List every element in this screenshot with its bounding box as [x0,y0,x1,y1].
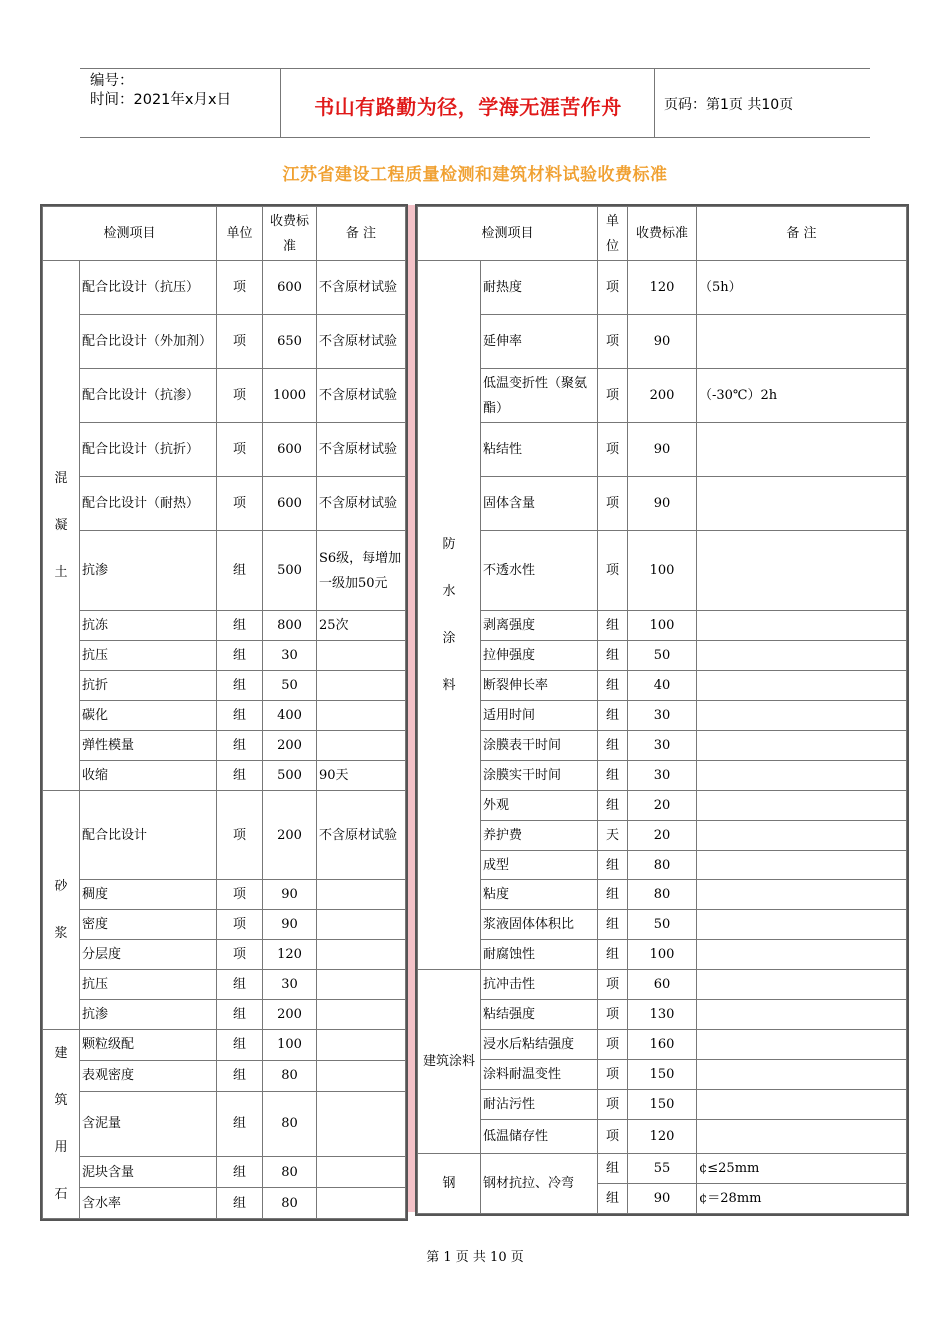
cell-item: 固体含量 [481,477,598,531]
header-item: 检测项目 [43,207,217,261]
table-row [418,1030,907,1060]
cell-fee: 130 [628,1000,697,1030]
cell-unit: 组 [217,1060,263,1091]
cell-fee: 100 [263,1030,317,1061]
header-item: 检测项目 [418,207,598,261]
cell-note [697,821,907,851]
cell-unit: 组 [598,791,628,821]
table-row [418,1120,907,1154]
cell-note [697,1090,907,1120]
cell-item: 分层度 [80,940,217,970]
table-row [43,940,406,970]
table-header-row [43,207,406,261]
cell-item: 抗冻 [80,611,217,641]
cell-fee: 30 [628,761,697,791]
cell-item: 含泥量 [80,1091,217,1157]
table-row [43,1030,406,1061]
cell-item: 养护费 [481,821,598,851]
cell-note [317,1091,406,1157]
cell-note [697,701,907,731]
cell-note [697,611,907,641]
table-row [43,880,406,910]
cell-item: 外观 [481,791,598,821]
cell-unit: 组 [217,611,263,641]
cell-unit: 项 [217,940,263,970]
cell-fee: 200 [628,369,697,423]
cell-unit: 组 [598,880,628,910]
cell-fee: 500 [263,761,317,791]
cell-item: 抗冲击性 [481,970,598,1000]
cell-fee: 100 [628,531,697,611]
cell-note: 不含原材试验 [317,791,406,880]
header-meta [90,72,231,110]
table-row [43,1060,406,1091]
cell-fee: 400 [263,701,317,731]
cell-fee: 30 [628,731,697,761]
cell-unit: 组 [217,671,263,701]
cell-unit: 天 [598,821,628,851]
table-row [43,641,406,671]
cell-fee: 20 [628,791,697,821]
table-row [43,531,406,611]
cell-unit: 组 [598,940,628,970]
page-footer: 第 1 页 共 10 页 [426,1250,524,1265]
cell-fee: 40 [628,671,697,701]
cell-unit: 项 [217,880,263,910]
cell-unit: 项 [598,531,628,611]
cell-fee: 80 [263,1091,317,1157]
cell-note [697,910,907,940]
cell-note: （5h） [697,261,907,315]
cell-note [317,1157,406,1188]
table-row [418,671,907,701]
cell-unit: 项 [598,1030,628,1060]
cell-unit: 项 [217,791,263,880]
table-header-row [418,207,907,261]
cell-note [317,1060,406,1091]
cell-fee: 50 [628,910,697,940]
cell-fee: 60 [628,970,697,1000]
cell-item: 耐沾污性 [481,1090,598,1120]
cell-item: 剥离强度 [481,611,598,641]
table-row [43,1000,406,1030]
table-row [418,1154,907,1184]
cell-note [697,1000,907,1030]
header-note: 备 注 [697,207,907,261]
cell-fee: 100 [628,940,697,970]
cell-fee: 150 [628,1090,697,1120]
cell-fee: 30 [628,701,697,731]
cell-fee: 90 [628,423,697,477]
cell-note [697,761,907,791]
cell-item: 表观密度 [80,1060,217,1091]
cell-item: 成型 [481,851,598,880]
cell-unit: 组 [598,1154,628,1184]
cell-unit: 项 [598,369,628,423]
cell-item: 配合比设计 [80,791,217,880]
cell-fee: 30 [263,970,317,1000]
cell-note [697,970,907,1000]
cell-item: 延伸率 [481,315,598,369]
table-row [43,731,406,761]
cell-fee: 80 [263,1157,317,1188]
cell-item: 配合比设计（抗压） [80,261,217,315]
cell-fee: 90 [263,910,317,940]
cell-item: 抗渗 [80,1000,217,1030]
cell-fee: 650 [263,315,317,369]
cell-fee: 90 [263,880,317,910]
table-row [43,261,406,315]
cell-note [697,423,907,477]
cell-item: 钢材抗拉、冷弯 [481,1154,598,1214]
cell-fee: 600 [263,477,317,531]
cell-unit: 项 [217,423,263,477]
table-row [43,1157,406,1188]
cell-note [317,1000,406,1030]
cell-note [697,477,907,531]
cell-note: 不含原材试验 [317,369,406,423]
group-steel: 钢 [418,1154,481,1214]
group-stone: 建筑用石 [43,1030,80,1219]
table-row [43,701,406,731]
cell-item: 粘度 [481,880,598,910]
cell-unit: 项 [217,910,263,940]
cell-fee: 120 [628,1120,697,1154]
fee-table-right [415,204,909,1216]
group-waterproof-coating: 防水涂料 [418,261,481,970]
table-row [43,1091,406,1157]
number-label: 编号： [90,73,134,89]
table-row [418,315,907,369]
cell-fee: 120 [628,261,697,315]
cell-unit: 组 [598,671,628,701]
table-row [43,369,406,423]
cell-unit: 项 [598,1060,628,1090]
header-fee: 收费标准 [263,207,317,261]
table-row [43,477,406,531]
cell-note [697,315,907,369]
cell-note [317,671,406,701]
table-row [43,970,406,1000]
cell-fee: 80 [628,880,697,910]
cell-unit: 组 [217,970,263,1000]
table-row [418,1060,907,1090]
cell-item: 含水率 [80,1188,217,1219]
cell-unit: 组 [598,761,628,791]
cell-note: ¢≤25mm [697,1154,907,1184]
cell-item: 配合比设计（外加剂） [80,315,217,369]
table-row [418,611,907,641]
table-row [418,641,907,671]
table-row [418,701,907,731]
cell-unit: 组 [217,1157,263,1188]
table-row [43,1188,406,1219]
cell-unit: 组 [598,611,628,641]
cell-note [317,970,406,1000]
table-row [43,791,406,880]
cell-item: 配合比设计（抗渗） [80,369,217,423]
cell-note [317,641,406,671]
document-header [80,68,870,138]
table-row [418,1090,907,1120]
cell-unit: 组 [217,1030,263,1061]
cell-item: 断裂伸长率 [481,671,598,701]
cell-item: 粘结强度 [481,1000,598,1030]
cell-unit: 项 [598,1000,628,1030]
cell-fee: 90 [628,315,697,369]
cell-unit: 组 [217,761,263,791]
header-note: 备 注 [317,207,406,261]
table-row [418,477,907,531]
cell-note [317,940,406,970]
cell-note [697,671,907,701]
cell-item: 抗压 [80,641,217,671]
cell-note: 不含原材试验 [317,261,406,315]
cell-unit: 组 [598,851,628,880]
cell-item: 收缩 [80,761,217,791]
cell-unit: 项 [217,261,263,315]
cell-note [697,1030,907,1060]
table-row [418,423,907,477]
cell-item: 弹性模量 [80,731,217,761]
cell-item: 浸水后粘结强度 [481,1030,598,1060]
cell-note [697,1120,907,1154]
cell-unit: 组 [598,701,628,731]
cell-fee: 160 [628,1030,697,1060]
document-title: 江苏省建设工程质量检测和建筑材料试验收费标准 [282,165,668,185]
cell-note: 25次 [317,611,406,641]
table-row [418,851,907,880]
cell-note: 不含原材试验 [317,315,406,369]
cell-fee: 30 [263,641,317,671]
cell-note [317,880,406,910]
table-row [418,880,907,910]
cell-note [697,1060,907,1090]
cell-item: 抗压 [80,970,217,1000]
cell-fee: 150 [628,1060,697,1090]
table-row [418,731,907,761]
cell-fee: 20 [628,821,697,851]
cell-note [317,731,406,761]
header-page-label: 页码：第1页 共10页 [664,97,794,113]
cell-item: 涂料耐温变性 [481,1060,598,1090]
cell-unit: 项 [598,1090,628,1120]
cell-item: 拉伸强度 [481,641,598,671]
cell-item: 稠度 [80,880,217,910]
cell-fee: 600 [263,423,317,477]
cell-item: 配合比设计（抗折） [80,423,217,477]
cell-item: 颗粒级配 [80,1030,217,1061]
cell-unit: 项 [598,261,628,315]
header-fee: 收费标准 [628,207,697,261]
cell-fee: 80 [263,1060,317,1091]
header-unit: 单位 [217,207,263,261]
cell-fee: 90 [628,1184,697,1214]
cell-item: 涂膜表干时间 [481,731,598,761]
cell-unit: 项 [598,1120,628,1154]
cell-fee: 80 [628,851,697,880]
cell-note [697,851,907,880]
cell-fee: 90 [628,477,697,531]
cell-item: 粘结性 [481,423,598,477]
cell-unit: 项 [217,369,263,423]
table-row [418,791,907,821]
cell-note [697,940,907,970]
table-row [43,671,406,701]
cell-unit: 项 [598,423,628,477]
table-row [418,910,907,940]
cell-note [697,880,907,910]
cell-note: 不含原材试验 [317,477,406,531]
cell-unit: 项 [598,477,628,531]
cell-item: 泥块含量 [80,1157,217,1188]
table-row [418,1000,907,1030]
cell-fee: 200 [263,791,317,880]
cell-unit: 组 [598,731,628,761]
table-row [43,761,406,791]
cell-unit: 组 [217,701,263,731]
cell-unit: 组 [598,910,628,940]
cell-fee: 200 [263,1000,317,1030]
cell-item: 耐腐蚀性 [481,940,598,970]
cell-item: 低温变折性（聚氨酯） [481,369,598,423]
table-row [43,611,406,641]
cell-fee: 80 [263,1188,317,1219]
cell-fee: 55 [628,1154,697,1184]
cell-unit: 组 [217,1188,263,1219]
header-divider [654,69,655,137]
cell-note: 不含原材试验 [317,423,406,477]
table-row [418,261,907,315]
cell-unit: 组 [217,641,263,671]
cell-unit: 项 [217,477,263,531]
cell-note [317,1030,406,1061]
cell-fee: 800 [263,611,317,641]
cell-item: 抗折 [80,671,217,701]
table-row [418,821,907,851]
cell-fee: 500 [263,531,317,611]
cell-item: 配合比设计（耐热） [80,477,217,531]
cell-fee: 120 [263,940,317,970]
table-row [418,761,907,791]
cell-note [697,641,907,671]
table-row [418,531,907,611]
cell-fee: 600 [263,261,317,315]
cell-note [697,731,907,761]
group-building-coating: 建筑涂料 [418,970,481,1154]
cell-unit: 组 [217,731,263,761]
cell-note [317,1188,406,1219]
group-concrete: 混凝土 [43,261,80,791]
cell-note: ¢＝28mm [697,1184,907,1214]
cell-unit: 组 [217,1000,263,1030]
cell-item: 碳化 [80,701,217,731]
cell-unit: 项 [598,970,628,1000]
cell-unit: 组 [598,1184,628,1214]
cell-note [317,910,406,940]
cell-item: 抗渗 [80,531,217,611]
cell-item: 耐热度 [481,261,598,315]
cell-note [697,791,907,821]
cell-unit: 项 [598,315,628,369]
cell-note: S6级，每增加一级加50元 [317,531,406,611]
cell-fee: 50 [263,671,317,701]
table-row [43,910,406,940]
cell-note [697,531,907,611]
table-row [43,423,406,477]
cell-item: 适用时间 [481,701,598,731]
table-row [418,940,907,970]
header-unit: 单位 [598,207,628,261]
group-mortar: 砂浆 [43,791,80,1030]
cell-unit: 组 [217,531,263,611]
cell-fee: 100 [628,611,697,641]
cell-item: 密度 [80,910,217,940]
table-row [418,970,907,1000]
cell-unit: 组 [598,641,628,671]
cell-note: （-30℃）2h [697,369,907,423]
cell-item: 涂膜实干时间 [481,761,598,791]
cell-fee: 1000 [263,369,317,423]
cell-unit: 项 [217,315,263,369]
cell-note [317,701,406,731]
table-row [418,369,907,423]
cell-note: 90天 [317,761,406,791]
cell-item: 不透水性 [481,531,598,611]
header-divider [280,69,281,137]
cell-fee: 200 [263,731,317,761]
cell-item: 浆液固体体积比 [481,910,598,940]
time-label: 时间：2021年x月x日 [90,92,232,108]
table-row [43,315,406,369]
header-motto: 书山有路勤为径，学海无涯苦作舟 [314,95,622,119]
cell-item: 低温储存性 [481,1120,598,1154]
fee-table-left [40,204,408,1221]
cell-unit: 组 [217,1091,263,1157]
cell-fee: 50 [628,641,697,671]
